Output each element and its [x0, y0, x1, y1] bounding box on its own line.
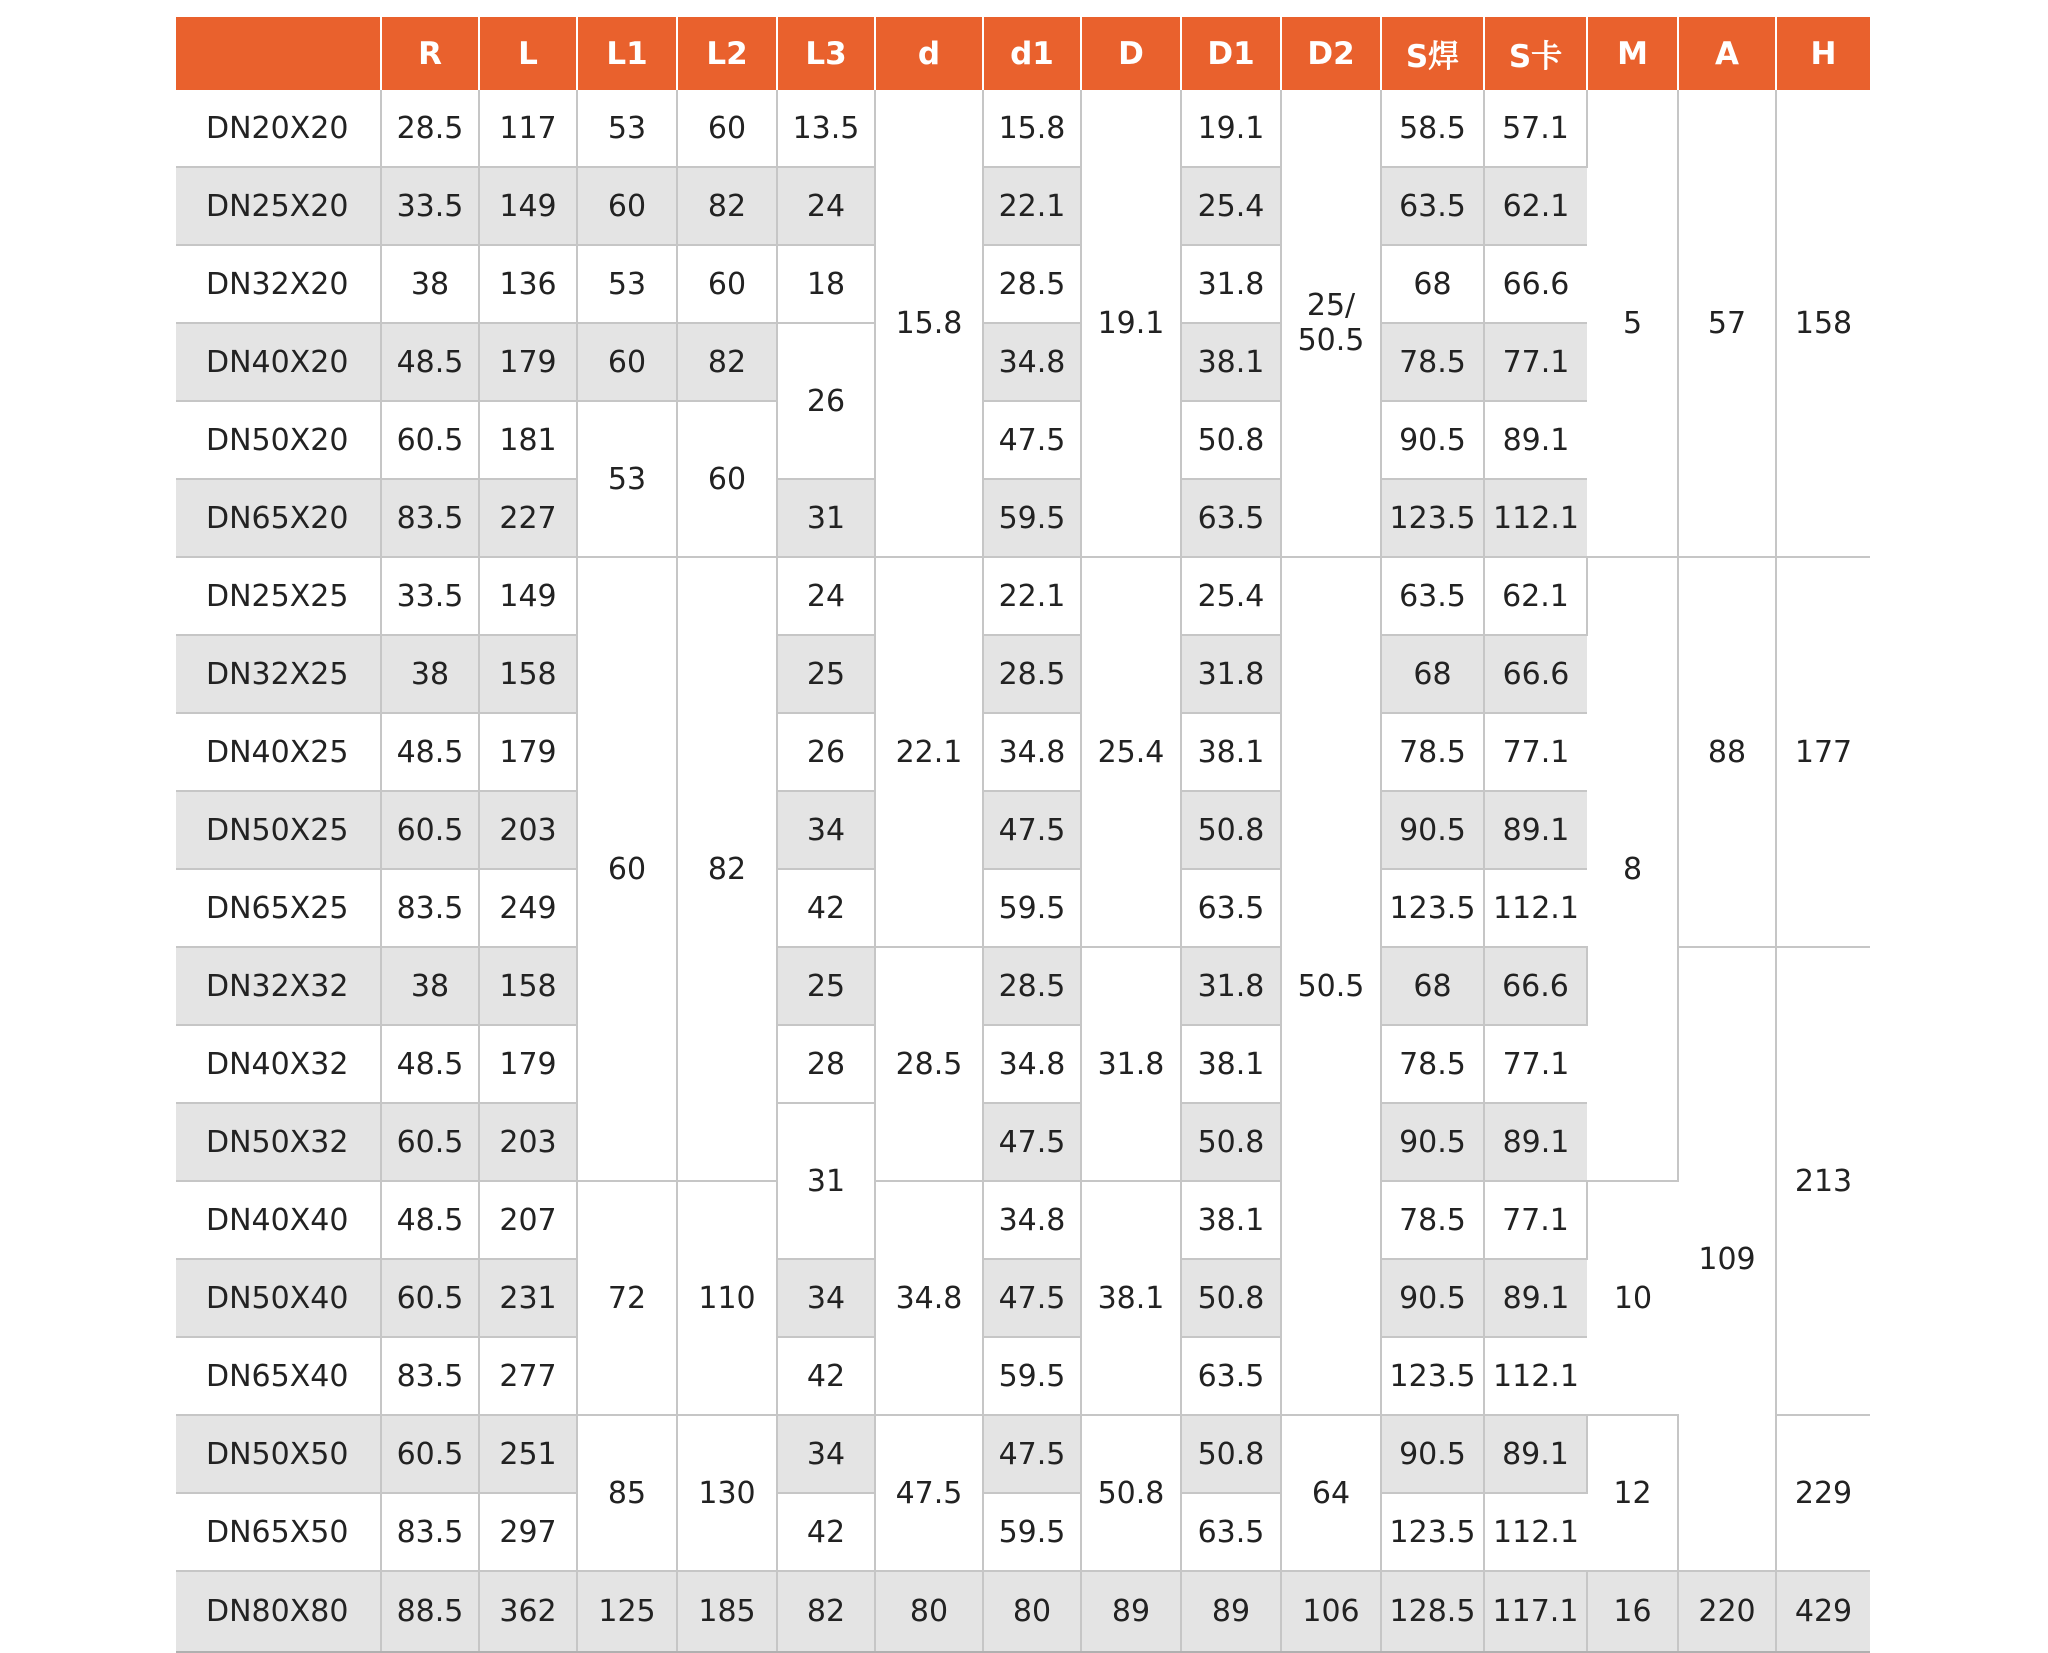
cell-size: DN40X20 — [176, 323, 381, 401]
cell-d1: 34.8 — [983, 1025, 1081, 1103]
cell-D2-line1: 25/ — [1306, 288, 1356, 323]
cell-L: 251 — [479, 1415, 577, 1493]
cell-D1: 31.8 — [1181, 635, 1281, 713]
cell-L: 277 — [479, 1337, 577, 1415]
cell-D: 38.1 — [1081, 1181, 1181, 1415]
cell-S-clamp: 112.1 — [1484, 869, 1587, 947]
cell-H: 213 — [1776, 947, 1870, 1415]
cell-S-weld: 78.5 — [1381, 1025, 1484, 1103]
cell-L: 227 — [479, 479, 577, 557]
cell-size: DN32X25 — [176, 635, 381, 713]
cell-d1: 22.1 — [983, 557, 1081, 635]
cell-L: 117 — [479, 90, 577, 167]
table-row — [176, 1415, 1870, 1493]
cell-L3: 82 — [777, 1571, 875, 1652]
cell-S-weld: 78.5 — [1381, 713, 1484, 791]
cell-S-weld: 68 — [1381, 947, 1484, 1025]
cell-H: 177 — [1776, 557, 1870, 947]
header-cell-R: R — [381, 17, 479, 90]
cell-D1: 50.8 — [1181, 401, 1281, 479]
cell-size: DN65X20 — [176, 479, 381, 557]
cell-R: 38 — [381, 635, 479, 713]
header-cell-L: L — [479, 17, 577, 90]
cell-d1: 28.5 — [983, 947, 1081, 1025]
cell-L3: 25 — [777, 947, 875, 1025]
cell-L2: 60 — [677, 90, 777, 167]
cell-A: 220 — [1678, 1571, 1776, 1652]
cell-size: DN50X50 — [176, 1415, 381, 1493]
cell-R: 83.5 — [381, 869, 479, 947]
cell-S-clamp: 112.1 — [1484, 479, 1587, 557]
cell-L2: 82 — [677, 557, 777, 1181]
cell-L3: 31 — [777, 1103, 875, 1259]
cell-d1: 80 — [983, 1571, 1081, 1652]
cell-M: 16 — [1587, 1571, 1678, 1652]
cell-D: 50.8 — [1081, 1415, 1181, 1571]
cell-S-clamp: 66.6 — [1484, 947, 1587, 1025]
cell-L3: 13.5 — [777, 90, 875, 167]
cell-M: 10 — [1587, 1181, 1678, 1415]
cell-L: 297 — [479, 1493, 577, 1571]
cell-d1: 59.5 — [983, 869, 1081, 947]
cell-M: 5 — [1587, 90, 1678, 557]
cell-H: 429 — [1776, 1571, 1870, 1652]
cell-S-clamp: 62.1 — [1484, 557, 1587, 635]
cell-D1: 31.8 — [1181, 245, 1281, 323]
cell-L3: 34 — [777, 791, 875, 869]
cell-size: DN25X20 — [176, 167, 381, 245]
cell-size: DN80X80 — [176, 1571, 381, 1652]
cell-L3: 42 — [777, 1493, 875, 1571]
cell-L1: 60 — [577, 557, 677, 1181]
header-cell-d: d — [875, 17, 983, 90]
cell-S-weld: 123.5 — [1381, 869, 1484, 947]
cell-size: DN50X40 — [176, 1259, 381, 1337]
header-cell-blank — [176, 17, 381, 90]
header-cell-D: D — [1081, 17, 1181, 90]
header-cell-S-weld: S焊 — [1381, 17, 1484, 90]
cell-L: 249 — [479, 869, 577, 947]
cell-S-clamp: 89.1 — [1484, 401, 1587, 479]
cell-S-clamp: 77.1 — [1484, 713, 1587, 791]
header-row — [176, 17, 1870, 90]
cell-S-clamp: 89.1 — [1484, 1415, 1587, 1493]
cell-R: 83.5 — [381, 1337, 479, 1415]
cell-D: 19.1 — [1081, 90, 1181, 557]
cell-L: 179 — [479, 713, 577, 791]
cell-S-weld: 128.5 — [1381, 1571, 1484, 1652]
cell-S-weld: 68 — [1381, 245, 1484, 323]
cell-d1: 47.5 — [983, 1103, 1081, 1181]
cell-d1: 47.5 — [983, 791, 1081, 869]
cell-size: DN65X50 — [176, 1493, 381, 1571]
cell-L: 203 — [479, 791, 577, 869]
cell-size: DN25X25 — [176, 557, 381, 635]
cell-d1: 28.5 — [983, 245, 1081, 323]
cell-L1: 53 — [577, 245, 677, 323]
cell-L1: 72 — [577, 1181, 677, 1415]
cell-L: 362 — [479, 1571, 577, 1652]
cell-D1: 38.1 — [1181, 1025, 1281, 1103]
header-cell-H: H — [1776, 17, 1870, 90]
cell-S-weld: 63.5 — [1381, 167, 1484, 245]
cell-L3: 26 — [777, 323, 875, 479]
cell-S-clamp: 77.1 — [1484, 1025, 1587, 1103]
cell-A: 57 — [1678, 90, 1776, 557]
cell-L: 181 — [479, 401, 577, 479]
cell-S-clamp: 89.1 — [1484, 1259, 1587, 1337]
cell-d1: 28.5 — [983, 635, 1081, 713]
cell-S-clamp: 112.1 — [1484, 1337, 1587, 1415]
cell-R: 38 — [381, 947, 479, 1025]
header-cell-D2: D2 — [1281, 17, 1381, 90]
cell-R: 38 — [381, 245, 479, 323]
cell-d1: 22.1 — [983, 167, 1081, 245]
cell-d1: 59.5 — [983, 1493, 1081, 1571]
cell-L3: 26 — [777, 713, 875, 791]
cell-D1: 50.8 — [1181, 1415, 1281, 1493]
cell-size: DN50X25 — [176, 791, 381, 869]
header-cell-M: M — [1587, 17, 1678, 90]
cell-R: 60.5 — [381, 1103, 479, 1181]
cell-size: DN65X40 — [176, 1337, 381, 1415]
cell-D1: 50.8 — [1181, 1259, 1281, 1337]
cell-D1: 50.8 — [1181, 1103, 1281, 1181]
cell-size: DN40X32 — [176, 1025, 381, 1103]
cell-S-clamp: 112.1 — [1484, 1493, 1587, 1571]
cell-R: 33.5 — [381, 167, 479, 245]
cell-L1: 60 — [577, 167, 677, 245]
cell-R: 28.5 — [381, 90, 479, 167]
cell-D2: 50.5 — [1281, 557, 1381, 1415]
cell-L2: 130 — [677, 1415, 777, 1571]
cell-S-clamp: 89.1 — [1484, 1103, 1587, 1181]
cell-S-weld: 123.5 — [1381, 1493, 1484, 1571]
cell-d1: 34.8 — [983, 1181, 1081, 1259]
cell-L1: 53 — [577, 401, 677, 557]
cell-D: 25.4 — [1081, 557, 1181, 947]
cell-L3: 31 — [777, 479, 875, 557]
cell-M: 8 — [1587, 557, 1678, 1181]
cell-L: 158 — [479, 635, 577, 713]
cell-D1: 38.1 — [1181, 713, 1281, 791]
cell-L3: 18 — [777, 245, 875, 323]
cell-size: DN20X20 — [176, 90, 381, 167]
cell-D1: 31.8 — [1181, 947, 1281, 1025]
cell-S-clamp: 77.1 — [1484, 1181, 1587, 1259]
header-cell-L3: L3 — [777, 17, 875, 90]
cell-S-weld: 63.5 — [1381, 557, 1484, 635]
cell-d1: 15.8 — [983, 90, 1081, 167]
cell-L2: 110 — [677, 1181, 777, 1415]
table-row — [176, 90, 1870, 167]
cell-L1: 53 — [577, 90, 677, 167]
cell-d: 28.5 — [875, 947, 983, 1181]
cell-D2: 64 — [1281, 1415, 1381, 1571]
cell-L2: 185 — [677, 1571, 777, 1652]
cell-L3: 25 — [777, 635, 875, 713]
cell-size: DN32X20 — [176, 245, 381, 323]
cell-L3: 24 — [777, 167, 875, 245]
cell-S-weld: 90.5 — [1381, 1415, 1484, 1493]
cell-L: 149 — [479, 167, 577, 245]
cell-L3: 28 — [777, 1025, 875, 1103]
cell-S-clamp: 66.6 — [1484, 635, 1587, 713]
cell-R: 60.5 — [381, 401, 479, 479]
cell-L1: 60 — [577, 323, 677, 401]
cell-d1: 47.5 — [983, 1415, 1081, 1493]
cell-D1: 63.5 — [1181, 479, 1281, 557]
cell-D1: 38.1 — [1181, 323, 1281, 401]
cell-d: 15.8 — [875, 90, 983, 557]
cell-L: 149 — [479, 557, 577, 635]
cell-D1: 25.4 — [1181, 167, 1281, 245]
cell-L: 207 — [479, 1181, 577, 1259]
cell-d: 22.1 — [875, 557, 983, 947]
header-cell-L1: L1 — [577, 17, 677, 90]
cell-S-weld: 90.5 — [1381, 401, 1484, 479]
cell-d1: 59.5 — [983, 479, 1081, 557]
cell-S-weld: 123.5 — [1381, 479, 1484, 557]
cell-L1: 125 — [577, 1571, 677, 1652]
cell-d: 34.8 — [875, 1181, 983, 1415]
cell-S-weld: 90.5 — [1381, 791, 1484, 869]
cell-d: 47.5 — [875, 1415, 983, 1571]
cell-D2-line2: 50.5 — [1297, 323, 1365, 358]
cell-R: 83.5 — [381, 1493, 479, 1571]
cell-S-weld: 68 — [1381, 635, 1484, 713]
cell-L: 136 — [479, 245, 577, 323]
cell-L: 179 — [479, 1025, 577, 1103]
cell-R: 60.5 — [381, 791, 479, 869]
header-cell-D1: D1 — [1181, 17, 1281, 90]
cell-L3: 42 — [777, 1337, 875, 1415]
cell-size: DN40X40 — [176, 1181, 381, 1259]
cell-D1: 63.5 — [1181, 869, 1281, 947]
cell-D1: 50.8 — [1181, 791, 1281, 869]
cell-S-clamp: 117.1 — [1484, 1571, 1587, 1652]
cell-D2 — [1281, 90, 1381, 557]
table-row — [176, 1181, 1870, 1259]
cell-R: 33.5 — [381, 557, 479, 635]
cell-R: 48.5 — [381, 323, 479, 401]
cell-S-weld: 123.5 — [1381, 1337, 1484, 1415]
cell-R: 48.5 — [381, 1181, 479, 1259]
cell-L2: 82 — [677, 167, 777, 245]
cell-L2: 60 — [677, 401, 777, 557]
cell-L3: 24 — [777, 557, 875, 635]
cell-L1: 85 — [577, 1415, 677, 1571]
header-cell-d1: d1 — [983, 17, 1081, 90]
cell-H: 229 — [1776, 1415, 1870, 1571]
cell-S-weld: 90.5 — [1381, 1259, 1484, 1337]
cell-d1: 47.5 — [983, 401, 1081, 479]
cell-R: 83.5 — [381, 479, 479, 557]
dimension-table — [176, 17, 1870, 1653]
cell-L: 203 — [479, 1103, 577, 1181]
table-row — [176, 557, 1870, 635]
cell-A: 109 — [1678, 947, 1776, 1571]
table-row — [176, 1571, 1870, 1652]
cell-d1: 34.8 — [983, 713, 1081, 791]
cell-D2: 106 — [1281, 1571, 1381, 1652]
cell-L: 158 — [479, 947, 577, 1025]
cell-S-clamp: 77.1 — [1484, 323, 1587, 401]
cell-H: 158 — [1776, 90, 1870, 557]
cell-size: DN65X25 — [176, 869, 381, 947]
cell-d1: 47.5 — [983, 1259, 1081, 1337]
cell-d1: 34.8 — [983, 323, 1081, 401]
cell-A: 88 — [1678, 557, 1776, 947]
cell-L3: 42 — [777, 869, 875, 947]
cell-L: 231 — [479, 1259, 577, 1337]
cell-S-weld: 58.5 — [1381, 90, 1484, 167]
cell-L2: 60 — [677, 245, 777, 323]
cell-S-weld: 78.5 — [1381, 1181, 1484, 1259]
cell-L2: 82 — [677, 323, 777, 401]
cell-R: 88.5 — [381, 1571, 479, 1652]
cell-D1: 38.1 — [1181, 1181, 1281, 1259]
cell-size: DN32X32 — [176, 947, 381, 1025]
cell-L: 179 — [479, 323, 577, 401]
cell-R: 60.5 — [381, 1415, 479, 1493]
cell-S-clamp: 57.1 — [1484, 90, 1587, 167]
cell-size: DN50X32 — [176, 1103, 381, 1181]
cell-S-clamp: 89.1 — [1484, 791, 1587, 869]
header-cell-L2: L2 — [677, 17, 777, 90]
cell-size: DN40X25 — [176, 713, 381, 791]
cell-R: 60.5 — [381, 1259, 479, 1337]
cell-L3: 34 — [777, 1415, 875, 1493]
cell-S-clamp: 62.1 — [1484, 167, 1587, 245]
cell-S-weld: 78.5 — [1381, 323, 1484, 401]
cell-D1: 63.5 — [1181, 1493, 1281, 1571]
cell-M: 12 — [1587, 1415, 1678, 1571]
cell-R: 48.5 — [381, 1025, 479, 1103]
cell-D: 89 — [1081, 1571, 1181, 1652]
cell-size: DN50X20 — [176, 401, 381, 479]
header-cell-A: A — [1678, 17, 1776, 90]
cell-D1: 19.1 — [1181, 90, 1281, 167]
cell-S-weld: 90.5 — [1381, 1103, 1484, 1181]
cell-L3: 34 — [777, 1259, 875, 1337]
header-cell-S-clamp: S卡 — [1484, 17, 1587, 90]
cell-d1: 59.5 — [983, 1337, 1081, 1415]
cell-D1: 63.5 — [1181, 1337, 1281, 1415]
cell-D1: 25.4 — [1181, 557, 1281, 635]
cell-D: 31.8 — [1081, 947, 1181, 1181]
cell-S-clamp: 66.6 — [1484, 245, 1587, 323]
cell-D1: 89 — [1181, 1571, 1281, 1652]
cell-R: 48.5 — [381, 713, 479, 791]
cell-d: 80 — [875, 1571, 983, 1652]
